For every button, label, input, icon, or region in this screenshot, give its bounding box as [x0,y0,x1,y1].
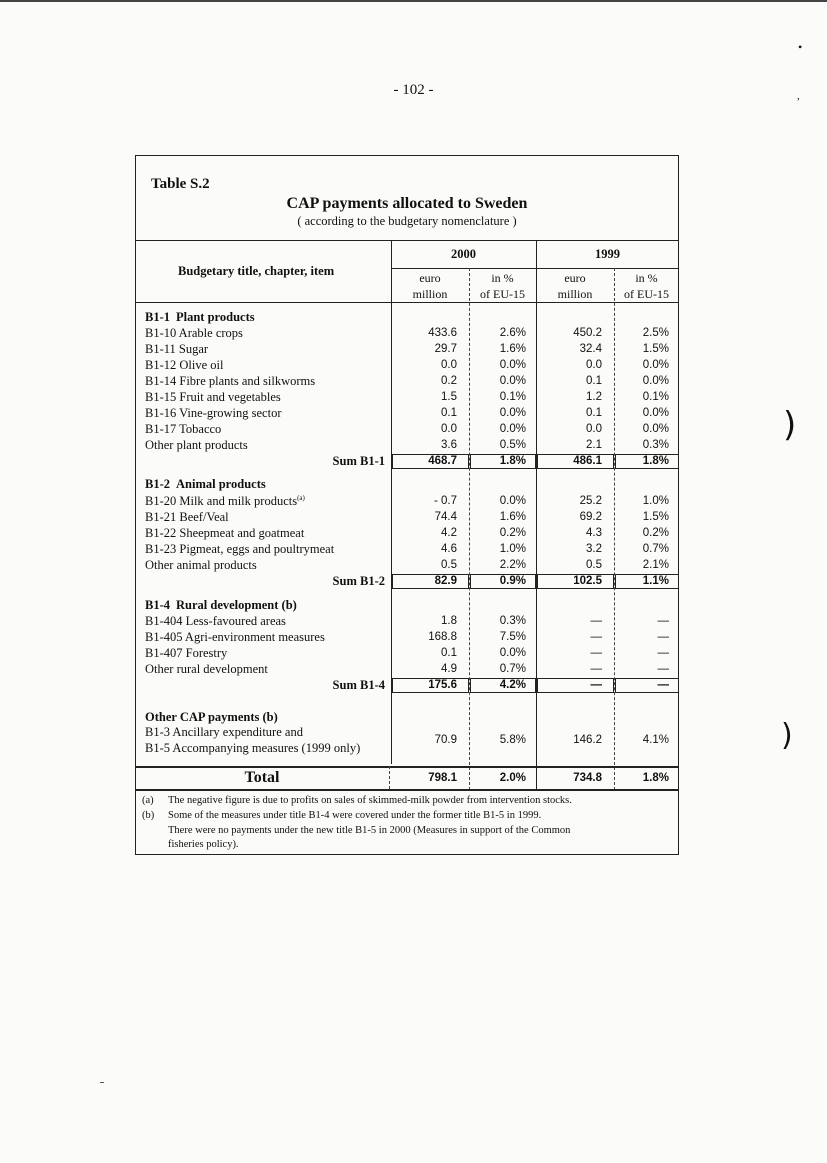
scan-mark [100,1082,104,1083]
sum-cell-value-2000: 468.7 [428,455,457,467]
row-label-text: B1-23 Pigmeat, eggs and poultrymeat [145,542,335,556]
section-heading [145,598,297,613]
page-top-border [0,0,827,2]
table-row-label [145,326,243,341]
table-row-label [145,542,334,557]
table-row-label [145,630,325,645]
cell-value-2000: 0.2 [441,375,457,387]
section-code: B1-1 [145,310,170,324]
cell-value-2000: - 0.7 [433,495,457,507]
row-label-text: B1-14 Fibre plants and silkworms [145,374,316,388]
total-bottom-rule [135,789,679,791]
row-label-text: B1-22 Sheepmeat and goatmeat [145,526,305,540]
cell-pct-2000: 0.3% [499,615,526,627]
table-row-label [145,342,208,357]
cell-value-1999: — [590,663,602,675]
cell-pct-2000: 5.8% [499,734,526,746]
unit-euro: euro [564,271,586,285]
header-top-rule [135,240,679,241]
row-label-text: Other animal products [145,558,257,572]
footnote-text: The negative figure is due to profits on sales of skimmed-milk powder from intervention stocks. [168,795,572,806]
cell-value-1999: 0.5 [586,559,602,571]
row-label-text: Other plant products [145,438,248,452]
cell-pct-2000: 7.5% [499,631,526,643]
cell-value-2000: 4.9 [441,663,457,675]
cell-value-2000: 1.5 [441,391,457,403]
scan-speck: • [798,40,803,54]
cell-pct-1999: — [657,647,669,659]
section-code: B1-2 [145,477,170,491]
row-label-text: B1-12 Olive oil [145,358,224,372]
table-row-label [145,614,286,629]
row-label-text: B1-16 Vine-growing sector [145,406,282,420]
sum-cell-value-1999: — [590,679,602,691]
punch-hole-mark: ) [781,718,793,753]
cell-value-2000: 168.8 [428,631,457,643]
sum-row-label: Sum B1-4 [332,678,385,692]
table-row-label [145,494,305,509]
cell-value-2000: 0.1 [441,407,457,419]
cell-pct-1999: 1.5% [642,343,669,355]
section-heading [145,310,255,325]
footnote-marker: (a) [142,795,154,806]
unit-pct: in % [635,271,658,285]
cell-pct-1999: 0.0% [642,423,669,435]
unit-pct: in % [491,271,514,285]
cell-value-1999: 1.2 [586,391,602,403]
table-row-label [145,526,304,541]
cell-value-1999: 0.1 [586,375,602,387]
sum-cell-pct-2000: 0.9% [499,575,526,587]
row-label-text: B1-20 Milk and milk products [145,494,298,509]
year-2000-header: 2000 [451,247,476,261]
total-pct-1999: 1.8% [642,772,669,784]
cell-value-1999: — [590,631,602,643]
table-row-label [145,422,221,437]
unit-eu15: of EU-15 [624,287,669,301]
row-label-text: B1-407 Forestry [145,646,228,660]
cell-value-2000: 0.1 [441,647,457,659]
cell-value-1999: 0.1 [586,407,602,419]
other-cap-line-1: B1-3 Ancillary expenditure and [145,725,303,739]
year-rule [391,268,679,269]
other-cap-line-2: B1-5 Accompanying measures (1999 only) [145,741,361,755]
cell-value-2000: 4.6 [441,543,457,555]
row-label-text: B1-10 Arable crops [145,326,243,340]
cell-pct-1999: 1.0% [642,495,669,507]
total-top-rule [135,766,679,768]
footnote-text: Some of the measures under title B1-4 were covered under the former title B1-5 in 1999. [168,810,542,821]
cell-pct-2000: 0.0% [499,647,526,659]
section-name: Animal products [176,477,266,491]
sum-cell-pct-2000: 4.2% [499,679,526,691]
cell-value-2000: 0.0 [441,423,457,435]
cell-pct-2000: 1.6% [499,511,526,523]
total-value-2000: 798.1 [428,772,457,784]
cell-pct-1999: 2.1% [642,559,669,571]
cell-value-2000: 29.7 [434,343,457,355]
section-heading: Other CAP payments (b) [145,710,278,724]
unit-header-euro-2000 [391,270,469,302]
cell-pct-2000: 0.5% [499,439,526,451]
table-row-label [145,646,227,661]
sum-cell-pct-2000: 1.8% [499,455,526,467]
sum-row-label: Sum B1-2 [332,574,385,588]
row-label-text: B1-11 Sugar [145,342,209,356]
total-label: Total [244,769,280,786]
row-label-text: B1-17 Tobacco [145,422,222,436]
section-heading [145,477,266,492]
table-label: Table S.2 [151,176,210,192]
table-row-label [145,390,281,405]
unit-eu15: of EU-15 [480,287,525,301]
cell-pct-1999: 1.5% [642,511,669,523]
cell-pct-1999: 0.2% [642,527,669,539]
sum-row-label: Sum B1-1 [332,454,385,468]
footnote-ref: (a) [297,494,305,502]
scan-speck: , [797,90,800,102]
cell-pct-2000: 2.2% [499,559,526,571]
cell-pct-2000: 2.6% [499,327,526,339]
cell-value-1999: 146.2 [573,734,602,746]
table-row-label [145,662,268,677]
unit-million: million [412,287,448,301]
footnote-text: fisheries policy). [168,839,239,850]
table-row-label [145,374,315,389]
sum-cell-pct-1999: — [657,679,669,691]
total-pct-2000: 2.0% [499,772,526,784]
cell-value-2000: 70.9 [434,734,457,746]
page-number: - 102 - [393,82,434,98]
footnote-text: There were no payments under the new title B1-5 in 2000 (Measures in support of the Common [168,825,571,836]
cell-value-1999: 4.3 [586,527,602,539]
unit-million: million [557,287,593,301]
cell-value-1999: 32.4 [579,343,602,355]
sum-cell-value-1999: 486.1 [573,455,602,467]
cell-value-1999: 0.0 [586,423,602,435]
cell-pct-2000: 0.2% [499,527,526,539]
year-1999-header: 1999 [595,247,620,261]
cell-pct-2000: 1.6% [499,343,526,355]
cell-pct-1999: 0.7% [642,543,669,555]
cell-pct-1999: — [657,615,669,627]
row-label-text: B1-15 Fruit and vegetables [145,390,281,404]
sum-cell-pct-1999: 1.1% [642,575,669,587]
cell-value-1999: 69.2 [579,511,602,523]
cell-value-1999: 450.2 [573,327,602,339]
cell-value-1999: — [590,647,602,659]
cell-value-2000: 0.0 [441,359,457,371]
table-row-label [145,510,229,525]
cell-value-1999: — [590,615,602,627]
table-row-label [145,558,257,573]
header-bottom-rule [135,302,679,303]
cell-value-1999: 3.2 [586,543,602,555]
cell-pct-2000: 0.0% [499,423,526,435]
cell-pct-1999: — [657,631,669,643]
cell-value-1999: 2.1 [586,439,602,451]
cell-value-1999: 25.2 [579,495,602,507]
table-row-label [145,438,248,453]
cell-value-2000: 1.8 [441,615,457,627]
cell-pct-1999: 0.1% [642,391,669,403]
cell-value-2000: 4.2 [441,527,457,539]
cell-pct-1999: 0.0% [642,359,669,371]
sum-cell-value-1999: 102.5 [573,575,602,587]
unit-euro: euro [419,271,441,285]
cell-value-2000: 3.6 [441,439,457,451]
cell-pct-1999: — [657,663,669,675]
punch-hole-mark: ) [783,405,797,445]
row-label-text: B1-405 Agri-environment measures [145,630,325,644]
footnote-marker: (b) [142,810,155,821]
row-label-text: Other rural development [145,662,268,676]
cell-pct-2000: 0.0% [499,359,526,371]
cell-pct-1999: 4.1% [642,734,669,746]
cell-pct-2000: 0.7% [499,663,526,675]
unit-header-euro-1999 [536,270,614,302]
cell-value-1999: 0.0 [586,359,602,371]
row-label-text: B1-404 Less-favoured areas [145,614,286,628]
unit-header-pct-1999 [614,270,679,302]
table-row-label [145,358,223,373]
cell-pct-1999: 0.3% [642,439,669,451]
cell-value-2000: 433.6 [428,327,457,339]
cell-value-2000: 0.5 [441,559,457,571]
table-title: CAP payments allocated to Sweden [286,195,528,212]
cell-pct-1999: 0.0% [642,407,669,419]
unit-header-pct-2000 [469,270,536,302]
sum-cell-value-2000: 82.9 [434,575,457,587]
row-header: Budgetary title, chapter, item [178,264,335,278]
section-name: Rural development (b) [176,598,297,612]
cell-pct-2000: 0.0% [499,407,526,419]
total-value-1999: 734.8 [573,772,602,784]
sum-cell-pct-1999: 1.8% [642,455,669,467]
table-subtitle: ( according to the budgetary nomenclature ) [297,214,517,228]
cell-pct-2000: 0.0% [499,375,526,387]
section-code: B1-4 [145,598,170,612]
row-label-text: B1-21 Beef/Veal [145,510,229,524]
table-row-label [145,406,282,421]
section-name: Plant products [176,310,255,324]
cell-pct-2000: 0.1% [499,391,526,403]
sum-cell-value-2000: 175.6 [428,679,457,691]
cell-pct-1999: 0.0% [642,375,669,387]
cell-pct-2000: 0.0% [499,495,526,507]
total-dash [389,766,390,789]
cell-pct-1999: 2.5% [642,327,669,339]
cell-value-2000: 74.4 [434,511,457,523]
cell-pct-2000: 1.0% [499,543,526,555]
